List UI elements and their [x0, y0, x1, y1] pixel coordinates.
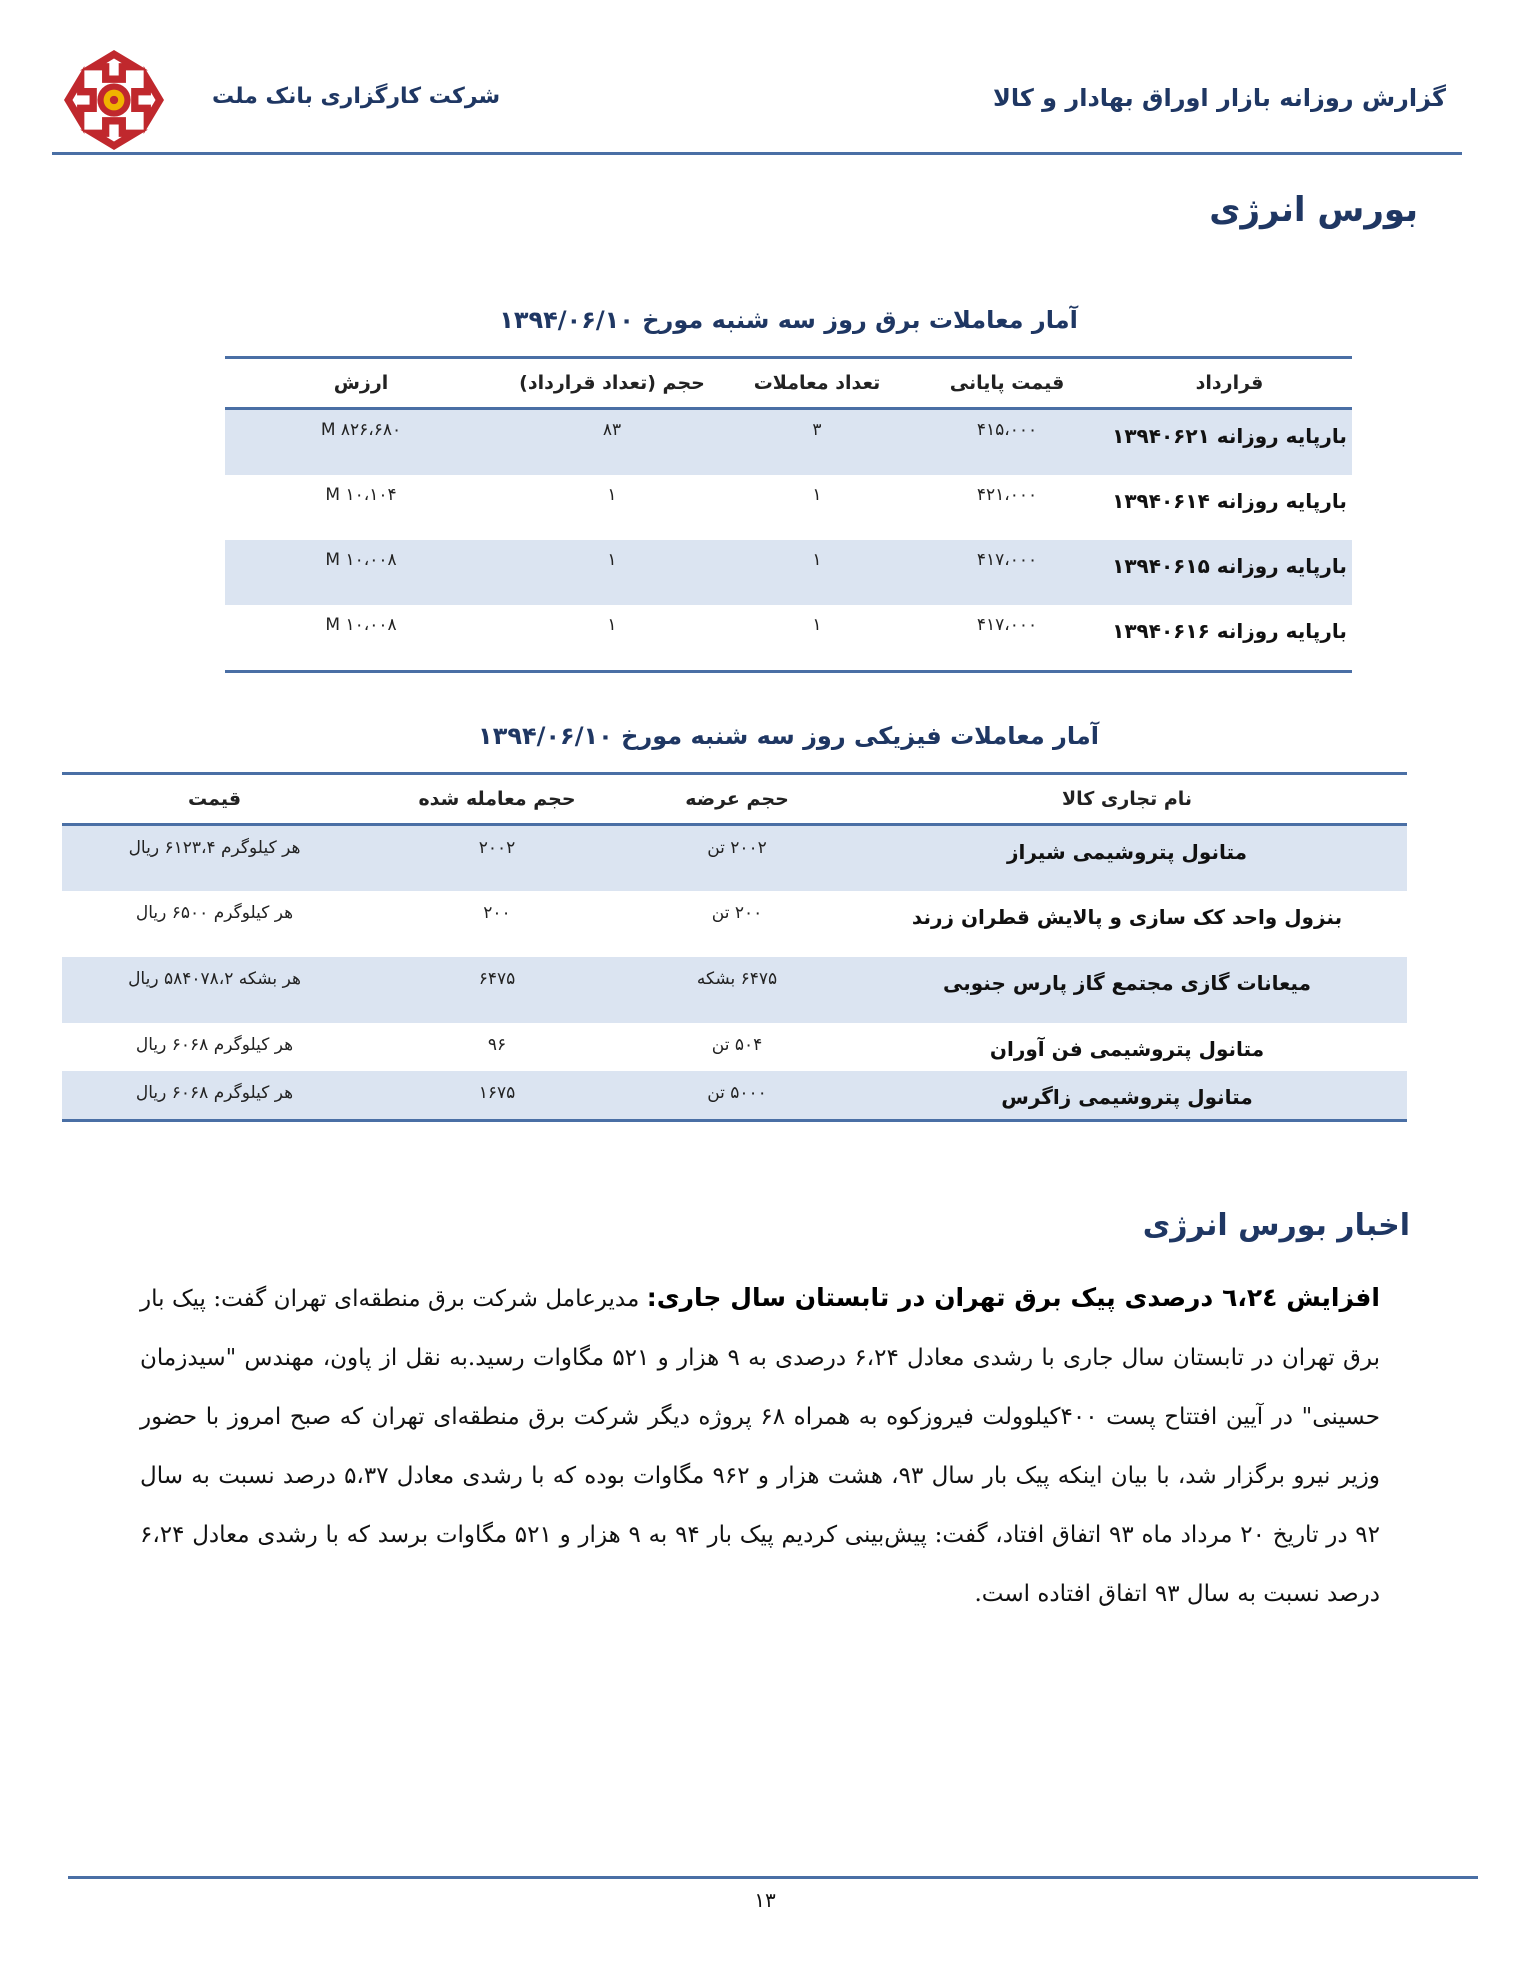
value-cell: ۸۲۶،۶۸۰ M	[320, 420, 402, 440]
company-logo	[62, 48, 166, 152]
volume-cell: ۱	[607, 485, 617, 505]
news-section-title: اخبار بورس انرژی	[1142, 1208, 1410, 1243]
news-paragraph	[140, 1268, 1380, 1624]
table-header-row	[225, 358, 1352, 409]
table-row	[62, 891, 1407, 957]
contract-cell: بارپایه روزانه ۱۳۹۴۰۶۱۶	[1107, 605, 1352, 672]
column-header: قرارداد	[1107, 358, 1352, 409]
table-row	[62, 957, 1407, 1023]
news-headline: افزایش ٦،٢٤ درصدی پیک برق تهران در تابستان سال جاری:	[646, 1283, 1380, 1312]
trades-cell: ۱	[812, 550, 822, 570]
supply-cell: ۲۰۰ تن	[711, 902, 763, 923]
value-cell: ۱۰،۱۰۴ M	[325, 485, 397, 505]
column-header: حجم (تعداد قرارداد)	[497, 358, 727, 409]
final-price-cell: ۴۱۵،۰۰۰	[976, 420, 1038, 440]
header-divider	[52, 152, 1462, 155]
price-cell: هر بشکه ۵۸۴۰۷۸،۲ ریال	[128, 968, 301, 989]
company-name: شرکت کارگزاری بانک ملت	[212, 84, 501, 109]
column-header: قیمت پایانی	[907, 358, 1107, 409]
commodity-name-cell: میعانات گازی مجتمع گاز پارس جنوبی	[943, 970, 1311, 995]
column-header: تعداد معاملات	[727, 358, 907, 409]
contract-cell: بارپایه روزانه ۱۳۹۴۰۶۱۵	[1112, 554, 1347, 578]
value-cell: ۱۰،۰۰۸ M	[325, 550, 397, 570]
trades-cell: ۱	[727, 605, 907, 672]
column-header: ارزش	[225, 358, 497, 409]
traded-cell: ۲۰۰	[483, 902, 511, 923]
volume-cell: ۱	[497, 605, 727, 672]
supply-cell: ۵۰۴ تن	[711, 1034, 763, 1055]
price-cell: هر کیلوگرم ۶۱۲۳،۴ ریال	[128, 838, 301, 858]
contract-cell: بارپایه روزانه ۱۳۹۴۰۶۲۱	[1112, 424, 1347, 448]
traded-cell: ۲۰۰۲	[478, 838, 516, 858]
traded-cell: ۶۴۷۵	[478, 968, 516, 989]
table-row	[225, 409, 1352, 476]
news-body: مدیرعامل شرکت برق منطقه‌ای تهران گفت: پیک بار برق تهران در تابستان سال جاری با رشدی معادل ۶،۲۴ درصدی به ۹ هزار و ۵۲۱ مگاوات رسید.به نقل از پاون، مهندس "سیدزمان حسینی" در آیین افتتاح پست ۴۰۰کیلوولت فیروزکوه به همراه ۶۸ پروژه دیگر شرکت برق منطقه‌ای تهران که صبح امروز با حضور وزیر نیرو برگزار شد، با بیان اینکه پیک بار سال ۹۳، هشت هزار و ۹۶۲ مگاوات بوده که با رشدی معادل ۵،۳۷ درصد نسبت به سال ۹۲ در تاریخ ۲۰ مرداد ماه ۹۳ اتفاق افتاد، گفت: پیش‌بینی کردیم پیک بار ۹۴ به ۹ هزار و ۵۲۱ مگاوات برسد که با رشدی معادل ۶،۲۴ درصد نسبت به سال ۹۳ اتفاق افتاده است.	[140, 1286, 1381, 1607]
table-row	[225, 540, 1352, 605]
traded-cell: ۱۶۷۵	[367, 1071, 627, 1121]
table-row	[62, 825, 1407, 891]
table-row	[225, 605, 1352, 672]
table-row	[62, 1023, 1407, 1071]
commodity-name-cell: متانول پتروشیمی فن آوران	[989, 1036, 1265, 1061]
electricity-table	[225, 356, 1352, 673]
footer-divider	[68, 1876, 1478, 1879]
contract-cell: بارپایه روزانه ۱۳۹۴۰۶۱۴	[1112, 489, 1347, 513]
commodity-name-cell: متانول پتروشیمی شیراز	[1006, 840, 1248, 864]
price-cell: هر کیلوگرم ۶۵۰۰ ریال	[135, 902, 294, 923]
physical-table	[62, 772, 1407, 1122]
final-price-cell: ۴۱۷،۰۰۰	[976, 550, 1038, 570]
physical-table-caption: آمار معاملات فیزیکی روز سه شنبه مورخ ۱۳۹۴/۰۶/۱۰	[478, 722, 1099, 750]
electricity-table-caption: آمار معاملات برق روز سه شنبه مورخ ۱۳۹۴/۰۶/۱۰	[499, 306, 1078, 334]
column-header: حجم معامله شده	[367, 774, 627, 825]
table-header-row	[62, 774, 1407, 825]
value-cell: ۱۰،۰۰۸ M	[225, 605, 497, 672]
price-cell: هر کیلوگرم ۶۰۶۸ ریال	[135, 1034, 294, 1055]
volume-cell: ۱	[607, 550, 617, 570]
volume-cell: ۸۳	[602, 420, 622, 440]
table-row	[62, 1071, 1407, 1121]
section-title: بورس انرژی	[1209, 190, 1418, 230]
supply-cell: ۶۴۷۵ بشکه	[696, 968, 778, 989]
column-header: نام تجاری کالا	[847, 774, 1407, 825]
price-cell: هر کیلوگرم ۶۰۶۸ ریال	[62, 1071, 367, 1121]
traded-cell: ۹۶	[487, 1034, 507, 1055]
trades-cell: ۳	[812, 420, 822, 440]
table-row	[225, 475, 1352, 540]
report-title: گزارش روزانه بازار اوراق بهادار و کالا	[992, 84, 1446, 112]
commodity-name-cell: متانول پتروشیمی زاگرس	[847, 1071, 1407, 1121]
trades-cell: ۱	[812, 485, 822, 505]
supply-cell: ۵۰۰۰ تن	[627, 1071, 847, 1121]
commodity-name-cell: بنزول واحد کک سازی و پالایش قطران زرند	[911, 904, 1343, 929]
column-header: قیمت	[62, 774, 367, 825]
supply-cell: ۲۰۰۲ تن	[707, 838, 767, 858]
final-price-cell: ۴۲۱،۰۰۰	[976, 485, 1038, 505]
final-price-cell: ۴۱۷،۰۰۰	[907, 605, 1107, 672]
column-header: حجم عرضه	[627, 774, 847, 825]
page-number: ۱۳	[754, 1888, 776, 1912]
